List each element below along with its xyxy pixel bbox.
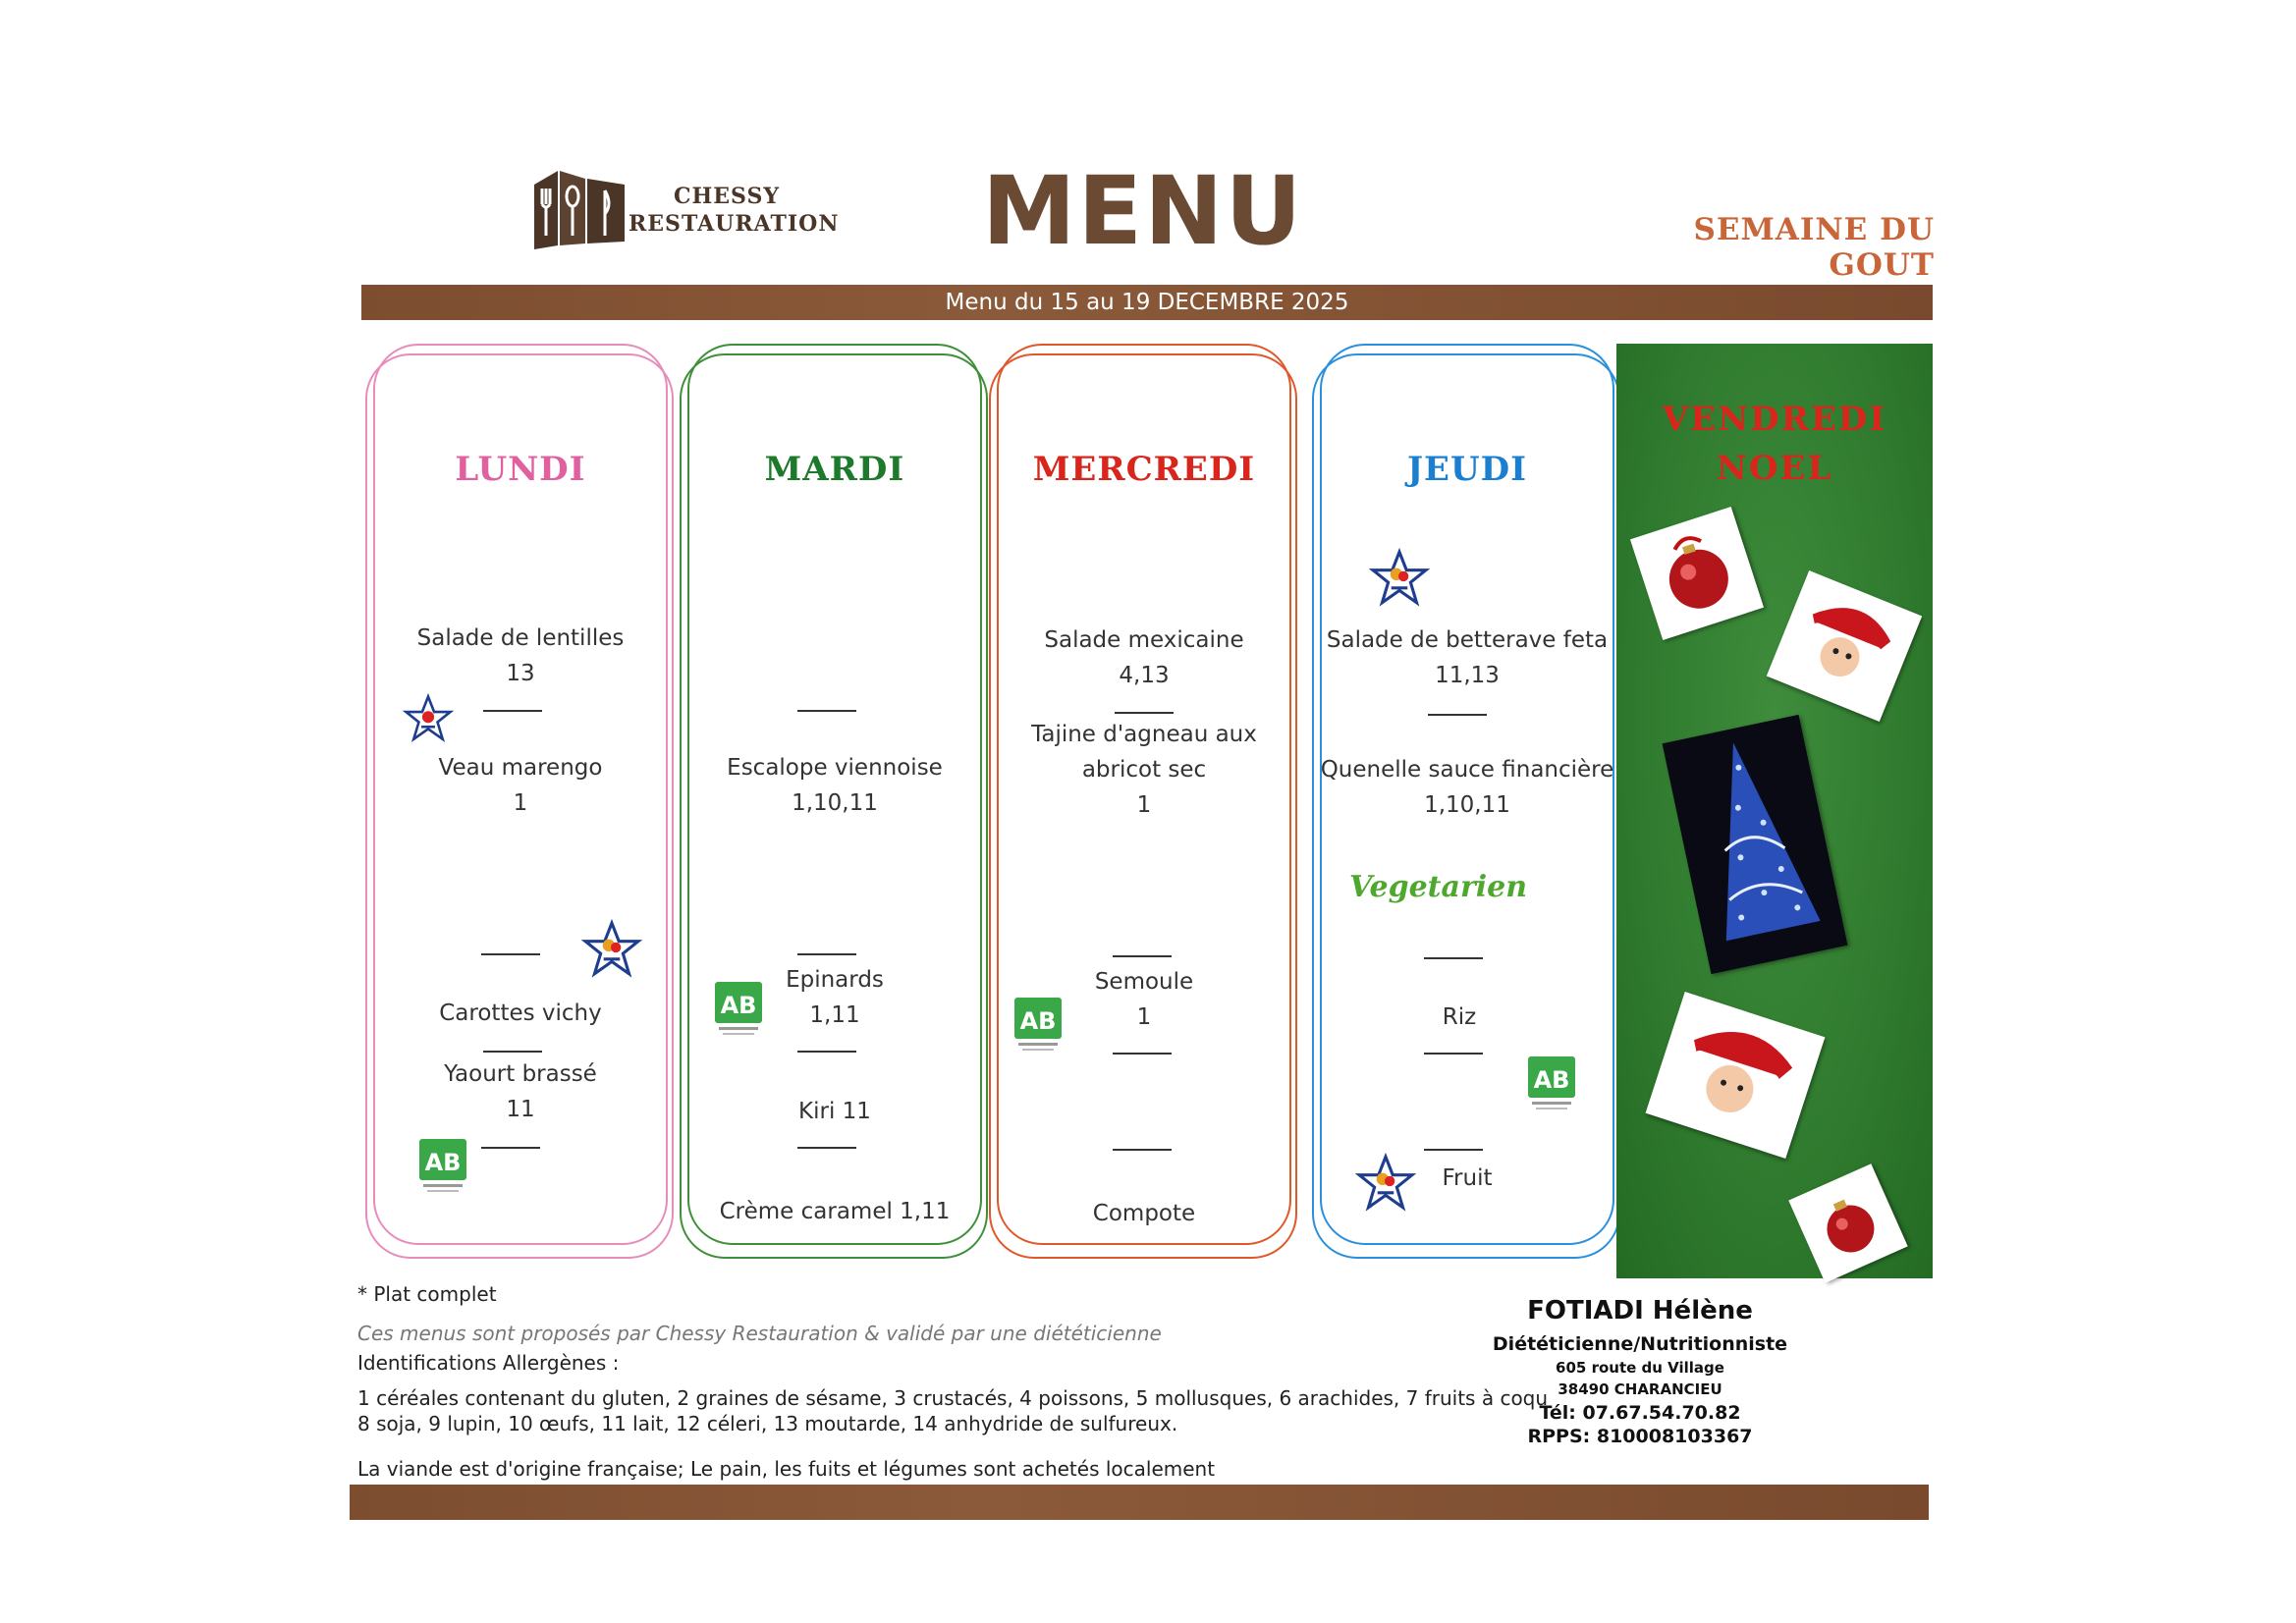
day-column-mercredi (997, 344, 1291, 1259)
fruits-legumes-de-france-icon (581, 919, 642, 980)
separator (1115, 712, 1174, 714)
dessert: Fruit (1442, 1165, 1493, 1191)
svg-text:AB: AB (1533, 1066, 1570, 1094)
separator (797, 1051, 856, 1053)
dietitian-address: 605 route du Village (1556, 1359, 1724, 1377)
side-dish: Epinards (786, 967, 884, 993)
allergen-line-2: 8 soja, 9 lupin, 10 œufs, 11 lait, 12 céleri, 13 moutarde, 14 anhydride de sulfureux. (357, 1412, 1178, 1435)
dietitian-city: 38490 CHARANCIEU (1558, 1380, 1722, 1398)
dietitian-rpps: RPPS: 810008103367 (1527, 1426, 1753, 1447)
separator (1428, 714, 1487, 716)
dessert: Crème caramel 1,11 (719, 1199, 951, 1224)
santa-claus-picture (1767, 570, 1922, 722)
plat-complet-note: * Plat complet (357, 1282, 497, 1306)
christmas-ornament-picture (1630, 507, 1764, 640)
day-name (1616, 395, 1933, 493)
dietitian-phone: Tél: 07.67.54.70.82 (1539, 1402, 1741, 1424)
main-allergens: 1,10,11 (1424, 792, 1510, 818)
main-dish: Quenelle sauce financière (1320, 757, 1614, 783)
separator (1424, 1149, 1483, 1151)
dietitian-role: Diététicienne/Nutritionniste (1492, 1333, 1788, 1355)
day-column-vendredi (1616, 344, 1933, 1278)
logo-line-2: RESTAURATION (629, 211, 840, 237)
week-theme: SEMAINE DU GOUT (1693, 212, 1935, 283)
main-dish: Escalope viennoise (727, 755, 943, 781)
day-name: MARDI (764, 450, 905, 489)
day-name-line-2: NOEL (1716, 449, 1833, 488)
dairy-allergens: 11 (506, 1097, 535, 1122)
logo-line-1: CHESSY (673, 184, 781, 209)
agriculture-biologique-icon (417, 1129, 468, 1194)
main-dish-line-1: Tajine d'agneau aux (1031, 722, 1257, 747)
separator (481, 1147, 540, 1149)
page-title: MENU (982, 156, 1304, 266)
separator (797, 953, 856, 955)
day-column-lundi (373, 344, 668, 1259)
starter-allergens: 4,13 (1119, 663, 1170, 688)
dietitian-name: FOTIADI Hélène (1527, 1296, 1753, 1325)
vegetarian-label: Vegetarien (1349, 870, 1528, 904)
starter: Salade de lentilles (416, 625, 625, 651)
fruits-legumes-de-france-icon (1369, 548, 1430, 609)
main-dish: Veau marengo (438, 755, 603, 781)
separator (797, 1147, 856, 1149)
svg-text:AB: AB (1019, 1007, 1057, 1035)
fruits-legumes-de-france-icon (403, 693, 454, 744)
separator (481, 953, 540, 955)
santa-claus-picture (1646, 992, 1826, 1159)
side-allergens: 1,11 (809, 1002, 860, 1028)
christmas-ornament-picture (1788, 1163, 1907, 1282)
day-column-mardi (687, 344, 982, 1259)
separator (1113, 955, 1172, 957)
svg-text:AB: AB (720, 992, 757, 1019)
main-allergens: 1 (1136, 792, 1152, 818)
side-dish: Semoule (1094, 969, 1194, 995)
main-allergens: 1 (513, 790, 528, 816)
side-allergens: 1 (1136, 1004, 1152, 1030)
separator (1113, 1149, 1172, 1151)
chessy-logo-icon (530, 165, 629, 251)
main-dish-line-2: abricot sec (1081, 757, 1207, 783)
starter: Salade mexicaine (1044, 627, 1244, 653)
day-name: MERCREDI (1032, 450, 1256, 489)
dairy: Kiri 11 (798, 1099, 871, 1124)
agriculture-biologique-icon (1526, 1047, 1577, 1111)
dairy: Yaourt brassé (444, 1061, 597, 1087)
dessert: Compote (1092, 1201, 1196, 1226)
logo-wordmark (629, 183, 840, 238)
side-dish: Carottes vichy (439, 1001, 602, 1026)
allergen-line-1: 1 céréales contenant du gluten, 2 graines de sésame, 3 crustacés, 4 poissons, 5 mollusques, 6 arachides, 7 fruits à coqu (357, 1386, 1549, 1410)
separator (797, 710, 856, 712)
svg-text:AB: AB (424, 1149, 462, 1176)
day-name: JEUDI (1406, 450, 1528, 489)
date-range: Menu du 15 au 19 DECEMBRE 2025 (945, 290, 1349, 315)
separator (483, 710, 542, 712)
footer-band (350, 1485, 1929, 1520)
separator (1424, 957, 1483, 959)
origin-note: La viande est d'origine française; Le pain, les fuits et légumes sont achetés localement (357, 1457, 1216, 1481)
side-dish: Riz (1442, 1004, 1477, 1030)
day-name-line-1: VENDREDI (1662, 400, 1887, 439)
allergen-title: Identifications Allergènes : (357, 1351, 620, 1375)
starter-allergens: 13 (506, 661, 535, 686)
main-allergens: 1,10,11 (792, 790, 878, 816)
day-column-jeudi (1320, 344, 1614, 1259)
separator (483, 1051, 542, 1053)
separator (1113, 1053, 1172, 1055)
separator (1424, 1053, 1483, 1055)
dietitian-note: Ces menus sont proposés par Chessy Restauration & validé par une diététicienne (357, 1322, 1162, 1345)
starter: Salade de betterave feta (1326, 627, 1609, 653)
starter-allergens: 11,13 (1435, 663, 1500, 688)
day-name: LUNDI (455, 450, 586, 489)
christmas-tree-picture (1663, 715, 1848, 974)
